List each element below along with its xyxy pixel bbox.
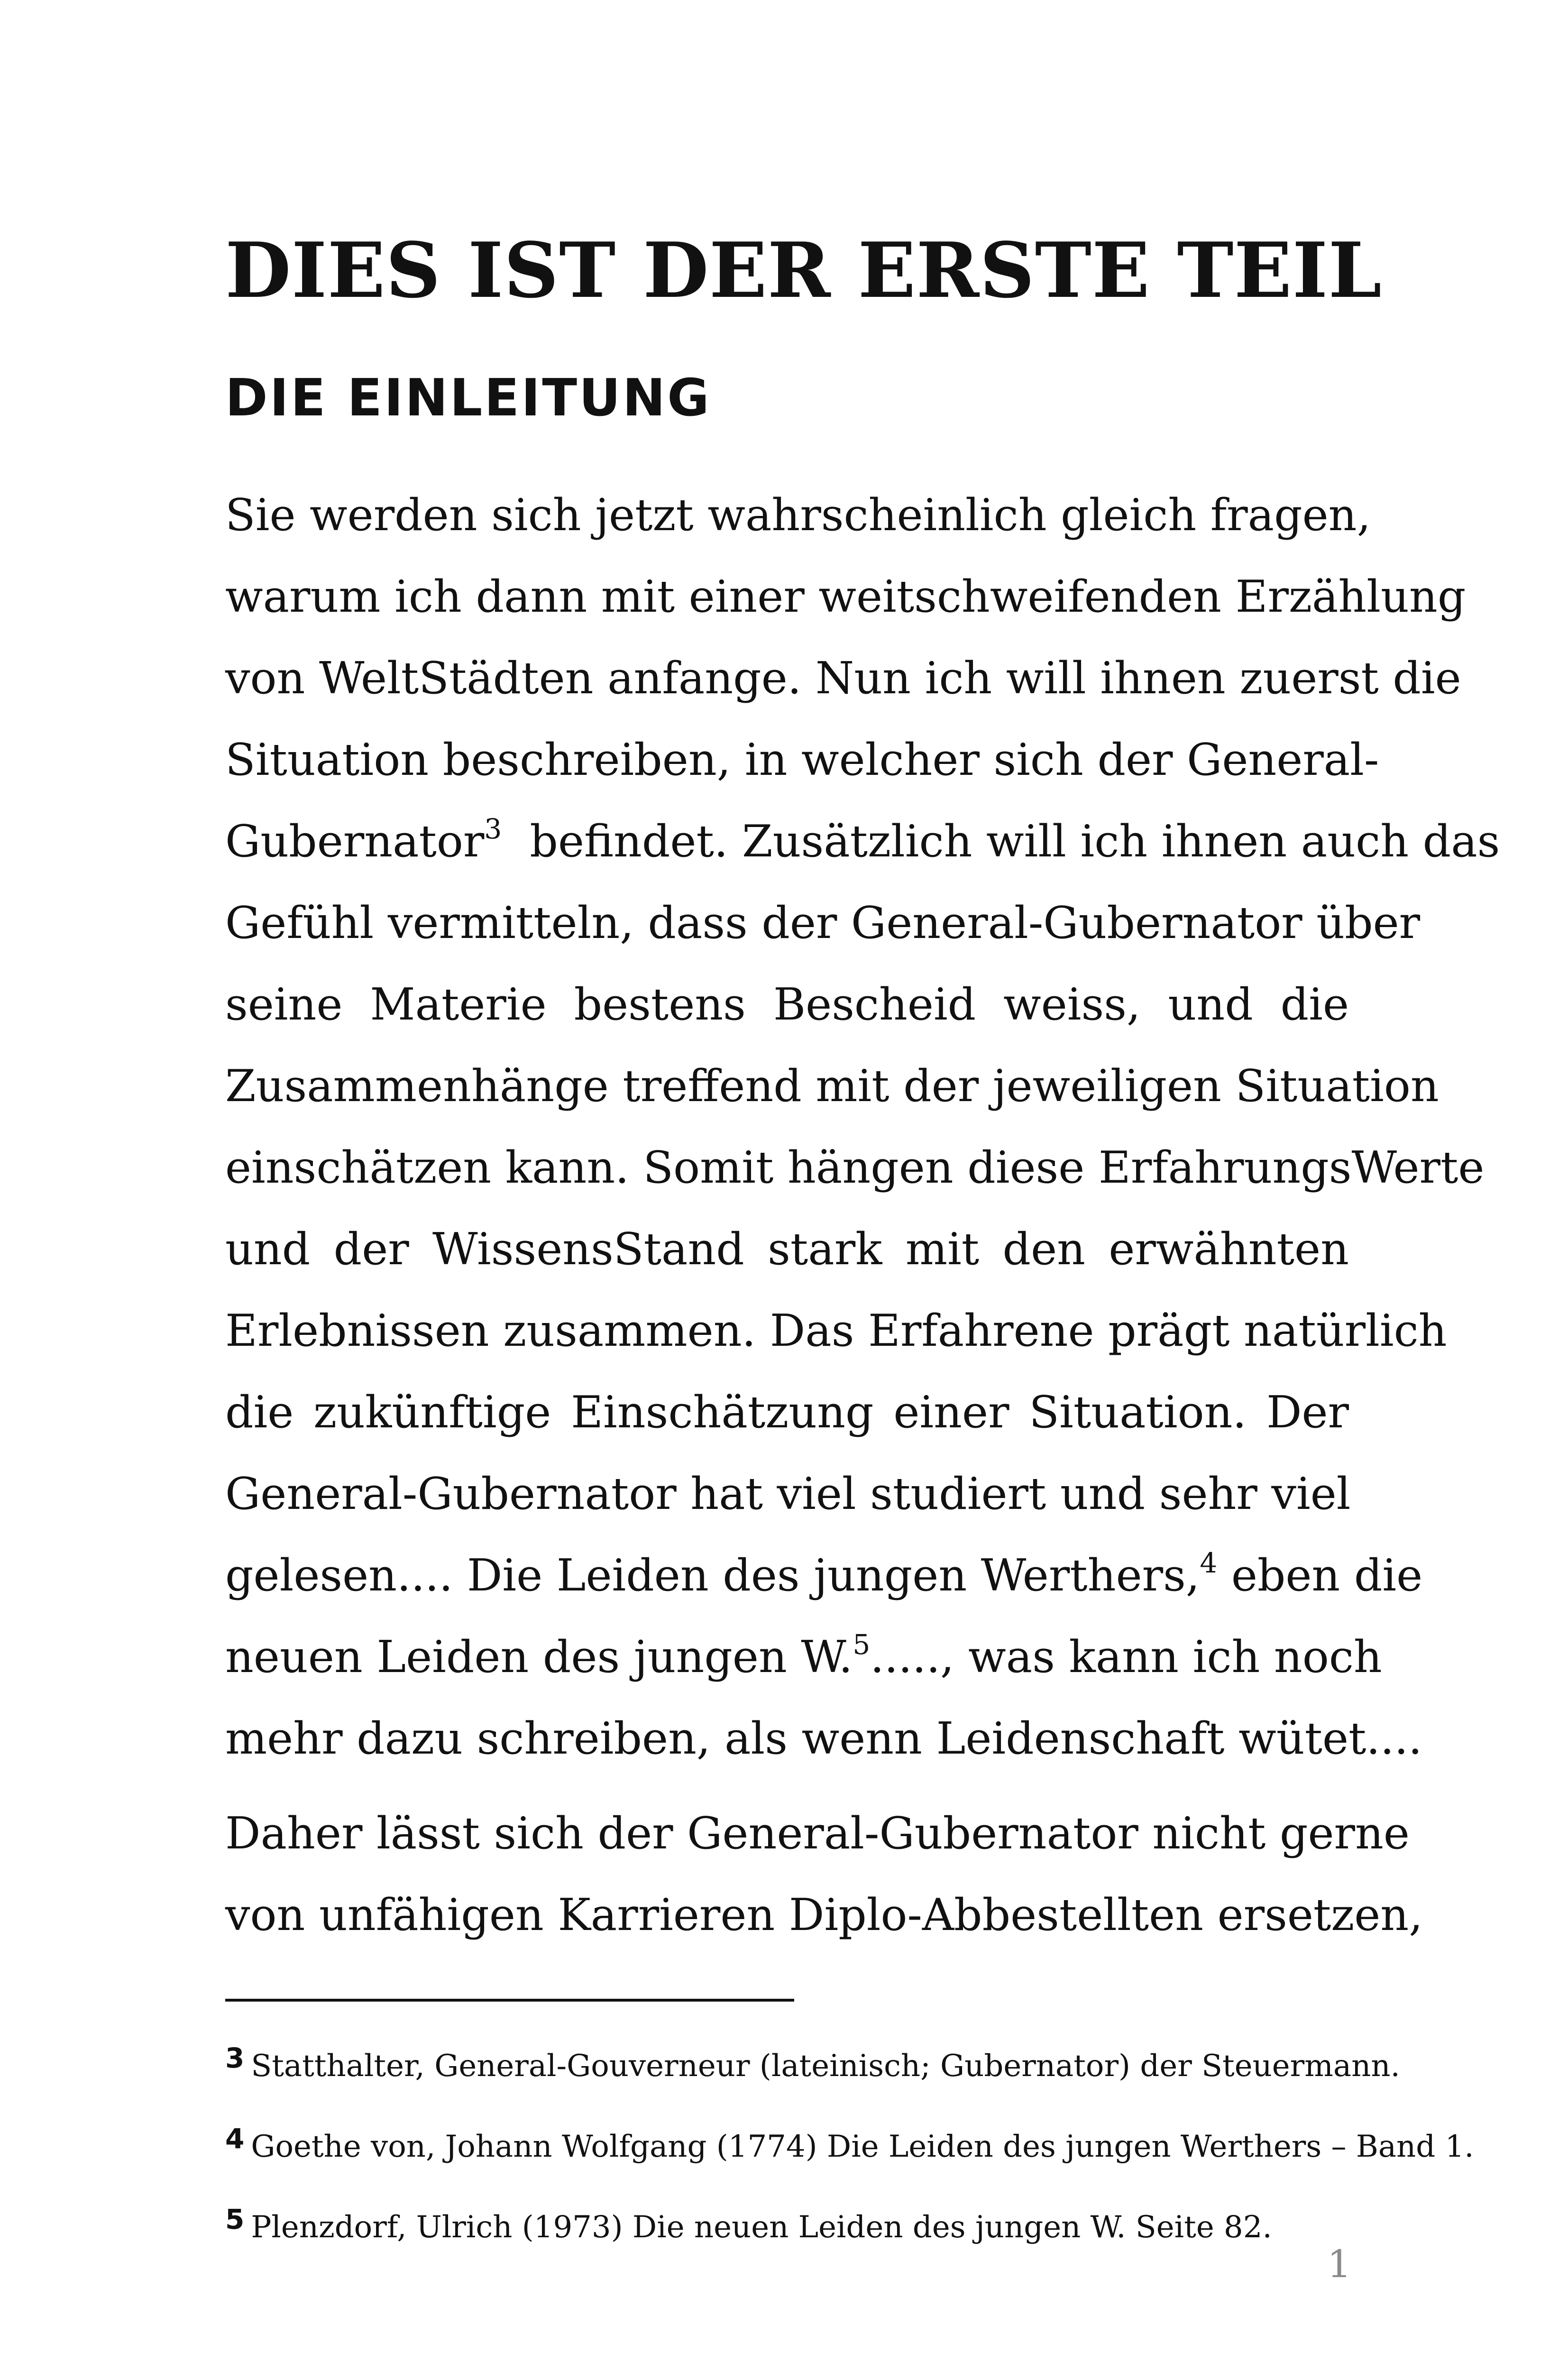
text-line: Zusammenhänge treffend mit der jeweiligen Situation [225, 1060, 1439, 1112]
footnote-number: 4 [225, 2123, 245, 2155]
text-line [225, 800, 1500, 882]
section-heading: DIE EINLEITUNG [225, 368, 711, 428]
page-number: 1 [1327, 2242, 1351, 2286]
text-fragment: befindet. Zusätzlich will ich ihnen auch das [530, 816, 1500, 867]
footnote-text: Goethe von, Johann Wolfgang (1774) Die Leiden des jungen Werthers – Band 1. [251, 2129, 1474, 2164]
text-line: einschätzen kann. Somit hängen diese ErfahrungsWerte [225, 1142, 1485, 1193]
text-line: die zukünftige Einschätzung einer Situation. Der [225, 1387, 1349, 1438]
text-fragment: neuen Leiden des jungen W. [225, 1631, 853, 1682]
footnote-separator [225, 1999, 794, 2002]
text-line: General-Gubernator hat viel studiert und sehr viel [225, 1468, 1351, 1519]
footnote-number: 3 [225, 2042, 245, 2074]
text-line [225, 1535, 1423, 1616]
body-paragraph-2 [225, 1792, 1423, 1956]
text-fragment: eben die [1231, 1550, 1423, 1601]
footnote-text: Statthalter, General-Gouverneur (lateinisch; Gubernator) der Steuermann. [251, 2049, 1400, 2084]
footnote-4 [225, 2115, 1474, 2170]
text-line: mehr dazu schreiben, als wenn Leidenschaft wütet.... [225, 1713, 1422, 1764]
text-line: und der WissensStand stark mit den erwähnten [225, 1223, 1349, 1275]
text-line: von unfähigen Karrieren Diplo-Abbestellten ersetzen, [225, 1889, 1423, 1940]
text-line: Daher lässt sich der General-Gubernator nicht gerne [225, 1808, 1410, 1859]
text-fragment: Gubernator [225, 816, 485, 867]
text-line: von WeltStädten anfange. Nun ich will ihnen zuerst die [225, 652, 1461, 704]
footnote-5 [225, 2196, 1411, 2251]
text-line: Gefühl vermitteln, dass der General-Gubernator über [225, 897, 1421, 948]
footnote-ref-3[interactable]: 3 [484, 813, 502, 845]
footnote-3 [225, 2034, 1411, 2090]
footnote-ref-5[interactable]: 5 [853, 1628, 871, 1661]
text-line [225, 1616, 1382, 1698]
footnote-number: 5 [225, 2203, 245, 2235]
text-fragment: gelesen.... Die Leiden des jungen Werthers, [225, 1550, 1200, 1601]
footnote-ref-4[interactable]: 4 [1200, 1547, 1218, 1579]
part-heading: DIES IST DER ERSTE TEIL [225, 226, 1382, 315]
text-line: warum ich dann mit einer weitschweifenden Erzählung [225, 571, 1466, 622]
footnote-text: Plenzdorf, Ulrich (1973) Die neuen Leiden des jungen W. Seite 82. [251, 2210, 1272, 2245]
text-line: Sie werden sich jetzt wahrscheinlich gleich fragen, [225, 489, 1371, 541]
text-line: Erlebnissen zusammen. Das Erfahrene prägt natürlich [225, 1305, 1447, 1356]
body-paragraph-1 [225, 474, 1500, 1779]
text-line: Situation beschreiben, in welcher sich der General- [225, 734, 1379, 785]
text-line: seine Materie bestens Bescheid weiss, und die [225, 979, 1349, 1030]
text-fragment: ....., was kann ich noch [870, 1631, 1382, 1682]
